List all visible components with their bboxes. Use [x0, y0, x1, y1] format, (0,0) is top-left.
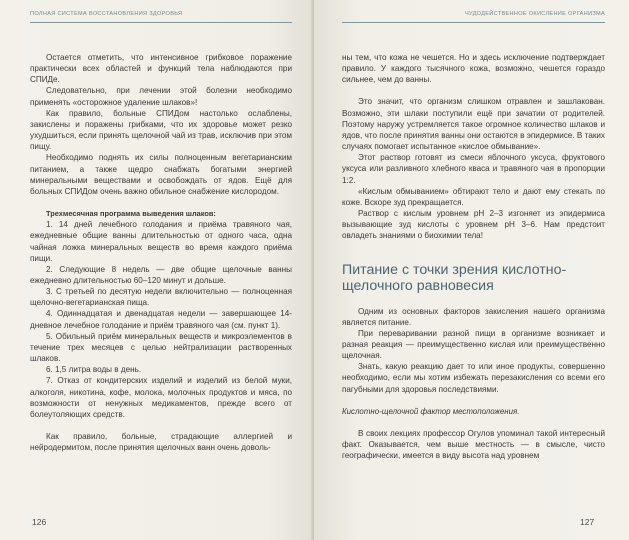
paragraph: В своих лекциях профессор Огулов упоминал такой интересный факт. Оказывается, чем выше местность — в смысле, чисто географически, имеется в виду высота над уровнем [342, 428, 605, 461]
program-item: 2. Следующие 8 недель — две общие щелочные ванны ежедневно длительностью 60–120 минут и дольше. [30, 264, 292, 285]
left-running-head: ПОЛНАЯ СИСТЕМА ВОССТАНОВЛЕНИЯ ЗДОРОВЬЯ [30, 11, 292, 23]
paragraph: Как правило, больные СПИДом настолько ослаблены, закислены и поражены грибками, что их здоровье может резко ухудшиться, если принять щелочной чай из трав, исключив при этом пищу. [30, 108, 292, 152]
section-heading-line: Питание с точки зрения кислотно- [342, 261, 567, 278]
paragraph: Следовательно, при лечении этой болезни необходимо применять «осторожное удаление шлаков»! [30, 86, 292, 107]
left-page [0, 0, 313, 540]
paragraph: При переваривании разной пищи в организме возникает и разная реакция — преимущественно кислая или преимущественно щелочная. [342, 328, 605, 361]
paragraph: Это значит, что организм слишком отравлен и зашлакован. Возможно, эти шлаки поступили ещё при зачатии от родителей. Поэтому наружу устремляется такое огромное количество шлаков и ядов, что после принятия ванны они остаются в эпидермисе. В таких случаях помогает испытанное «кислое обмывание». [342, 97, 605, 152]
right-page [314, 0, 629, 540]
paragraph: Этот раствор готовят из смеси яблочного уксуса, фруктового уксуса или разливного хлебного кваса и травяного чая в пропорции 1:2. [342, 153, 605, 185]
right-page-number: 127 [580, 517, 595, 527]
paragraph: Раствор с кислым уровнем pH 2–3 изгоняет из эпидермиса вызывающие зуд кислоты с уровнем pH 3–6. Нам предстоит овладеть знаниями о биохимии тела! [342, 209, 605, 241]
program-item: 3. С третьей по десятую недели включительно — полноценная щелочно-вегетарианская пища. [30, 287, 292, 308]
paragraph: Одним из основных факторов закисления нашего организма является питание. [342, 306, 605, 327]
program-title: Трехмесячная программа выведения шлаков: [46, 209, 216, 219]
paragraph: «Кислым обмыванием» обтирают тело и дают ему стекать по коже. Вскоре зуд прекращается. [342, 186, 605, 207]
paragraph: Остается отметить, что интенсивное грибковое поражение практически всех областей и функций тела наблюдаются при СПИДе. [30, 53, 292, 85]
paragraph: Необходимо поднять их силы полноценным вегетарианским питанием, а также щедро снабжать богатыми энергией минеральными веществами и освобождать от ядов. Ещё для больных СПИДом очень важно обильное снабжение кислородом. [30, 153, 292, 196]
section-heading-line: щелочного равновесия [342, 277, 494, 294]
left-page-body [30, 52, 292, 453]
program-item: 4. Одиннадцатая и двенадцатая недели — завершающее 14-дневное лечебное голодание и приём травяного чая (см. пункт 1). [30, 309, 292, 330]
paragraph: ны тем, что кожа не чешется. Но и здесь исключение подтверждает правило. У каждого тысячного кожа, возможно, чешется гораздо сильнее, чем до ванны. [342, 53, 605, 85]
paragraph: Знать, какую реакцию дает то или иное продукты, совершенно необходимо, если мы хотим избежать перезакисления со всеми его пагубными для здоровья последствиями. [342, 362, 605, 394]
program-item: 6. 1,5 литра воды в день. [46, 365, 142, 375]
left-page-number: 126 [32, 517, 47, 527]
right-page-body [342, 52, 605, 461]
paragraph: Как правило, больные, страдающие аллергией и нейродермитом, после принятия щелочных ванн очень доволь- [30, 432, 292, 453]
program-item: 1. 14 дней лечебного голодания и приёма травяного чая, ежедневные общие ванны длительностью от одного часа, одна чайная ложка минеральных веществ во время каждого приёма пищи. [30, 220, 292, 263]
program-item: 5. Обильный приём минеральных веществ и микроэлементов в течение трех месяцев с целью нейтрализации растворенных шлаков. [30, 331, 292, 364]
section-heading [342, 262, 605, 294]
subsection-heading: Кислотно-щелочной фактор местоположения. [342, 406, 520, 416]
program-item: 7. Отказ от кондитерских изделий и изделий из белой муки, алкоголя, никотина, кофе, молока, молочных продуктов и мяса, по возможности от ненужных медикаментов, прежде всего от болеутоляющих средств. [30, 376, 292, 419]
right-running-head: ЧУДОДЕЙСТВЕННОЕ ОКИСЛЕНИЕ ОРГАНИЗМА [342, 11, 605, 23]
